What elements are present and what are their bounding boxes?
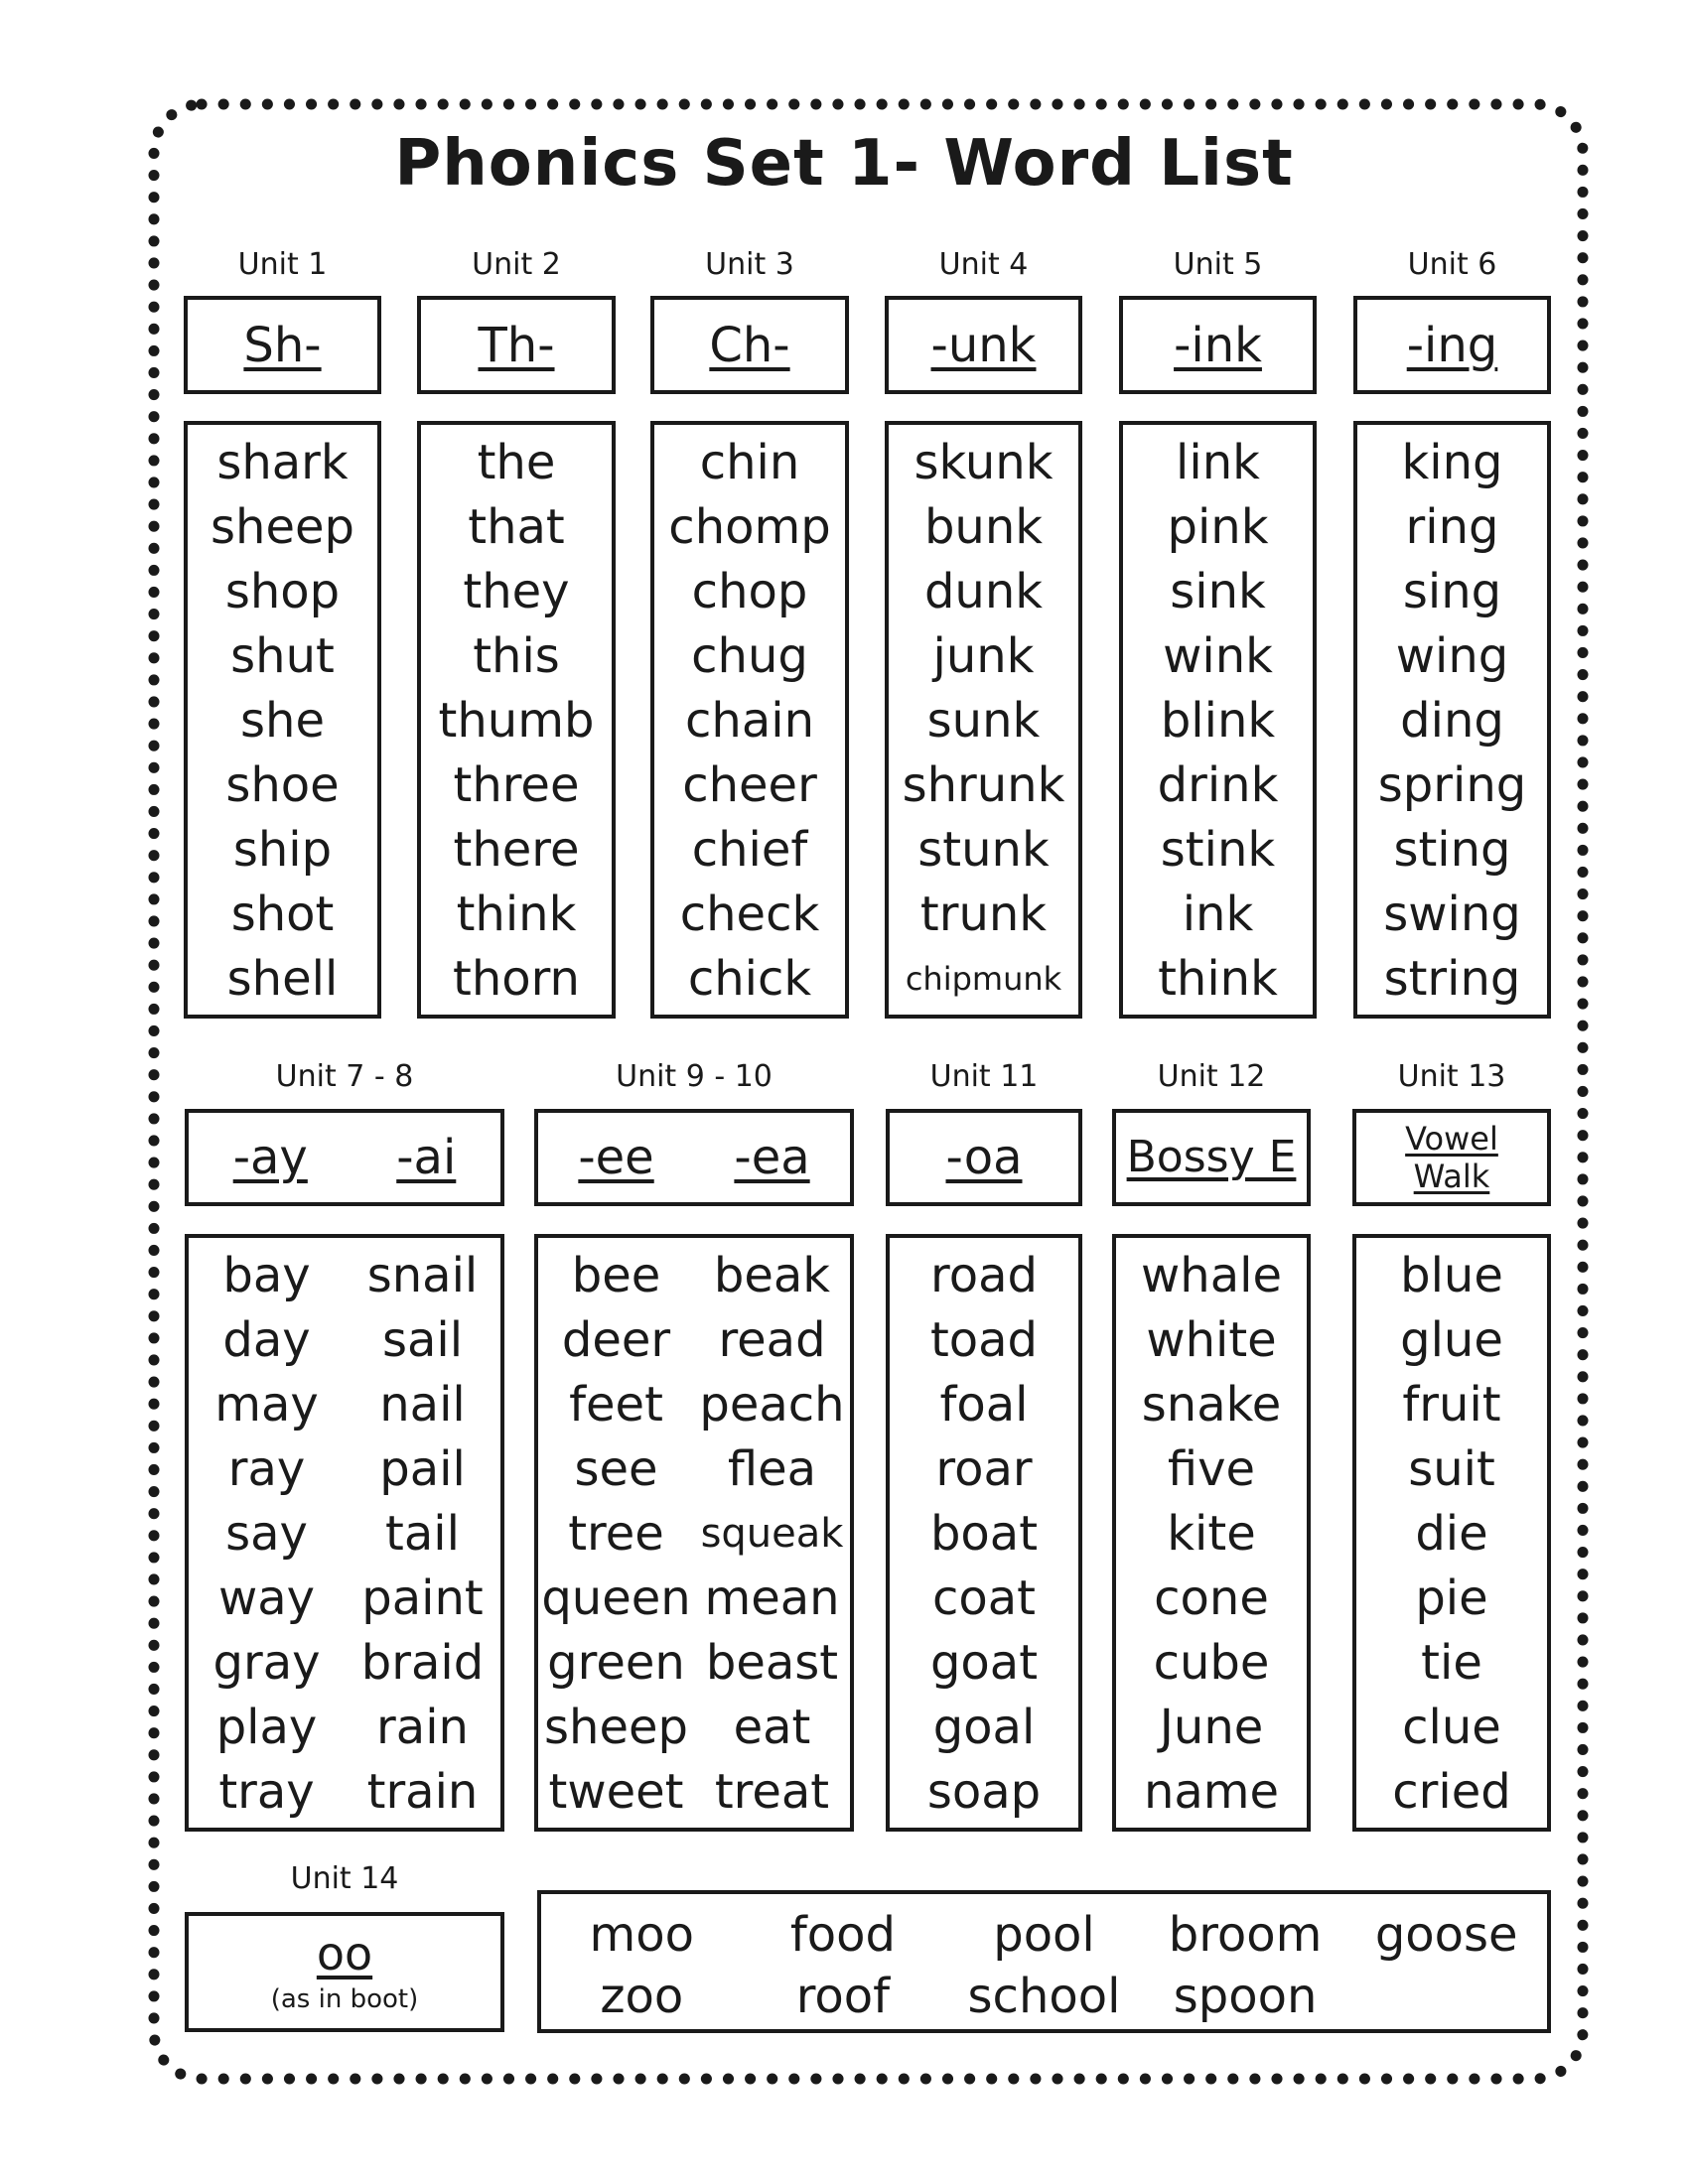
word: cube xyxy=(1153,1635,1270,1691)
unit-label: Unit 2 xyxy=(472,247,561,282)
word: ray xyxy=(227,1441,306,1497)
word: fruit xyxy=(1402,1377,1501,1433)
word: ink xyxy=(1182,887,1254,942)
word: sheep xyxy=(211,499,354,555)
word: squeak xyxy=(700,1511,844,1557)
word: green xyxy=(547,1635,685,1691)
word: beak xyxy=(713,1248,831,1303)
word-column xyxy=(694,1244,850,1825)
word: read xyxy=(718,1312,826,1368)
pattern-box xyxy=(1353,296,1551,394)
word: die xyxy=(1415,1506,1488,1562)
word: goose xyxy=(1374,1907,1518,1963)
unit-label: Unit 9 - 10 xyxy=(616,1059,773,1094)
word-list-box xyxy=(1352,1234,1551,1832)
word: queen xyxy=(541,1570,691,1626)
word: tail xyxy=(385,1506,460,1562)
word: shot xyxy=(230,887,335,942)
word: toad xyxy=(929,1312,1039,1368)
pattern-box xyxy=(1352,1109,1551,1206)
word: they xyxy=(463,564,570,619)
word: chop xyxy=(691,564,808,619)
word-column xyxy=(654,431,845,1012)
word: tree xyxy=(568,1506,664,1562)
pattern-text: Walk xyxy=(1413,1158,1490,1195)
pattern-box xyxy=(1119,296,1317,394)
word: sheep xyxy=(544,1700,688,1755)
pattern-text: -ing xyxy=(1406,317,1498,373)
word: sink xyxy=(1170,564,1266,619)
word: white xyxy=(1146,1312,1277,1368)
word: kite xyxy=(1167,1506,1256,1562)
word: clue xyxy=(1402,1700,1501,1755)
word: glue xyxy=(1400,1312,1503,1368)
word: the xyxy=(477,435,556,490)
word: trunk xyxy=(919,887,1048,942)
pattern-box xyxy=(417,296,616,394)
word: braid xyxy=(360,1635,485,1691)
unit-label: Unit 11 xyxy=(929,1059,1039,1094)
word-column xyxy=(889,431,1078,1012)
word: June xyxy=(1159,1700,1264,1755)
word: snake xyxy=(1141,1377,1282,1433)
word: eat xyxy=(733,1700,811,1755)
word: snail xyxy=(366,1248,479,1303)
word: chug xyxy=(691,628,808,684)
pattern-text: -unk xyxy=(930,317,1037,373)
word: this xyxy=(473,628,560,684)
word-list-box xyxy=(1119,421,1317,1019)
word: tray xyxy=(218,1764,315,1820)
word: ding xyxy=(1400,693,1504,749)
word: bay xyxy=(222,1248,311,1303)
word: shoe xyxy=(225,757,340,813)
word: train xyxy=(366,1764,479,1820)
word: flea xyxy=(727,1441,817,1497)
word: mean xyxy=(704,1570,840,1626)
word: three xyxy=(453,757,580,813)
two-column-list xyxy=(538,1244,850,1825)
word: chick xyxy=(687,951,812,1007)
pattern-box xyxy=(534,1109,854,1206)
pattern-text: Vowel xyxy=(1405,1120,1498,1158)
word: chin xyxy=(699,435,800,490)
word: ring xyxy=(1405,499,1499,555)
pattern-stack xyxy=(1405,1120,1498,1195)
word-list-box xyxy=(537,1890,1551,2033)
pattern-box xyxy=(650,296,849,394)
pattern-text: -ee xyxy=(578,1130,654,1185)
word-list-box xyxy=(184,421,381,1019)
word: say xyxy=(225,1506,308,1562)
word-list-box xyxy=(886,1234,1082,1832)
pattern-box xyxy=(185,1912,504,2032)
word: blink xyxy=(1160,693,1276,749)
word: see xyxy=(574,1441,658,1497)
word-list-box xyxy=(417,421,616,1019)
word: blue xyxy=(1400,1248,1503,1303)
word-grid xyxy=(541,1900,1547,2027)
word: zoo xyxy=(600,1969,684,2024)
word: she xyxy=(240,693,325,749)
word: shell xyxy=(226,951,339,1007)
word-column xyxy=(1116,1244,1307,1825)
word: thumb xyxy=(438,693,595,749)
word: pie xyxy=(1415,1570,1488,1626)
unit-label: Unit 1 xyxy=(237,247,328,282)
word: ship xyxy=(232,822,333,878)
word: way xyxy=(217,1570,316,1626)
pattern-box xyxy=(185,1109,504,1206)
word: shark xyxy=(216,435,349,490)
word-column xyxy=(189,1244,345,1825)
word: play xyxy=(215,1700,318,1755)
word: there xyxy=(453,822,580,878)
word: name xyxy=(1143,1764,1280,1820)
word: rain xyxy=(376,1700,469,1755)
unit-label: Unit 12 xyxy=(1157,1059,1266,1094)
word: skunk xyxy=(914,435,1054,490)
two-column-list xyxy=(189,1244,500,1825)
word: swing xyxy=(1383,887,1521,942)
word-column xyxy=(345,1244,500,1825)
word: goal xyxy=(932,1700,1036,1755)
word: stink xyxy=(1160,822,1276,878)
pattern-text: -oa xyxy=(945,1130,1023,1185)
pattern-text: oo xyxy=(316,1926,373,1980)
word: bee xyxy=(571,1248,661,1303)
unit-label: Unit 13 xyxy=(1397,1059,1506,1094)
word-list-box xyxy=(185,1234,504,1832)
word: string xyxy=(1383,951,1521,1007)
word: sing xyxy=(1402,564,1502,619)
pattern-box xyxy=(1112,1109,1311,1206)
unit-label: Unit 7 - 8 xyxy=(275,1059,414,1094)
word: cone xyxy=(1154,1570,1269,1626)
word: beast xyxy=(705,1635,839,1691)
word: moo xyxy=(589,1907,695,1963)
word: chomp xyxy=(668,499,831,555)
word: wink xyxy=(1163,628,1273,684)
word: shop xyxy=(224,564,341,619)
pattern-box xyxy=(886,1109,1082,1206)
word: chief xyxy=(691,822,808,878)
word: shut xyxy=(230,628,335,684)
word: road xyxy=(930,1248,1038,1303)
word-column xyxy=(1123,431,1313,1012)
pattern-text: Ch- xyxy=(709,317,790,373)
word: roof xyxy=(795,1969,891,2024)
word-column xyxy=(188,431,377,1012)
word: thorn xyxy=(453,951,580,1007)
pattern-pair xyxy=(538,1130,850,1185)
word-column xyxy=(538,1244,694,1825)
word: pink xyxy=(1167,499,1269,555)
word: paint xyxy=(361,1570,484,1626)
word: pool xyxy=(993,1907,1095,1963)
unit-label: Unit 14 xyxy=(290,1861,399,1896)
word: treat xyxy=(714,1764,830,1820)
word: boat xyxy=(929,1506,1039,1562)
pattern-text: -ai xyxy=(396,1130,457,1185)
word-column xyxy=(1357,431,1547,1012)
word: soap xyxy=(926,1764,1042,1820)
word: broom xyxy=(1168,1907,1323,1963)
pattern-text: -ay xyxy=(232,1130,308,1185)
pattern-text: -ink xyxy=(1174,317,1262,373)
word: coat xyxy=(932,1570,1036,1626)
pattern-text: Bossy E xyxy=(1126,1132,1297,1182)
word-list-box xyxy=(534,1234,854,1832)
word-column xyxy=(1356,1244,1547,1825)
pattern-box xyxy=(184,296,381,394)
unit-label: Unit 3 xyxy=(705,247,794,282)
pattern-pair xyxy=(189,1130,500,1185)
page-title: Phonics Set 1- Word List xyxy=(394,127,1294,201)
word: king xyxy=(1401,435,1503,490)
unit-label: Unit 5 xyxy=(1173,247,1263,282)
word: that xyxy=(468,499,565,555)
word: bunk xyxy=(923,499,1044,555)
word-column xyxy=(421,431,612,1012)
word: think xyxy=(456,887,577,942)
word: whale xyxy=(1141,1248,1282,1303)
word: sting xyxy=(1393,822,1511,878)
word: think xyxy=(1158,951,1278,1007)
word: feet xyxy=(569,1377,663,1433)
word-list-box xyxy=(1112,1234,1311,1832)
word: drink xyxy=(1157,757,1279,813)
word-column xyxy=(890,1244,1078,1825)
unit-label: Unit 4 xyxy=(938,247,1029,282)
word-list-box xyxy=(1353,421,1551,1019)
word: tie xyxy=(1421,1635,1482,1691)
word: stunk xyxy=(917,822,1050,878)
word: nail xyxy=(379,1377,466,1433)
word: sail xyxy=(381,1312,464,1368)
word: deer xyxy=(561,1312,671,1368)
word: cried xyxy=(1392,1764,1511,1820)
word: shrunk xyxy=(902,757,1065,813)
pattern-text: Sh- xyxy=(243,317,322,373)
word: tweet xyxy=(548,1764,684,1820)
word: chain xyxy=(685,693,814,749)
word: food xyxy=(789,1907,896,1963)
word: chipmunk xyxy=(905,960,1062,998)
word: gray xyxy=(212,1635,321,1691)
word: spring xyxy=(1377,757,1527,813)
pattern-text: Th- xyxy=(478,317,555,373)
word: day xyxy=(222,1312,311,1368)
word: wing xyxy=(1395,628,1509,684)
word: junk xyxy=(932,628,1035,684)
unit-label: Unit 6 xyxy=(1407,247,1497,282)
word: may xyxy=(214,1377,319,1433)
pattern-box xyxy=(885,296,1082,394)
word: roar xyxy=(935,1441,1033,1497)
word: dunk xyxy=(923,564,1044,619)
word: foal xyxy=(939,1377,1029,1433)
word: spoon xyxy=(1173,1969,1318,2024)
word: school xyxy=(967,1969,1121,2024)
word: sunk xyxy=(926,693,1041,749)
word: suit xyxy=(1408,1441,1495,1497)
word-list-box xyxy=(650,421,849,1019)
word: peach xyxy=(699,1377,845,1433)
word: goat xyxy=(929,1635,1039,1691)
pattern-note: (as in boot) xyxy=(270,1983,419,2014)
word-list-box xyxy=(885,421,1082,1019)
pattern-text: -ea xyxy=(734,1130,810,1185)
word: check xyxy=(679,887,820,942)
word: five xyxy=(1167,1441,1256,1497)
word: cheer xyxy=(682,757,817,813)
word: link xyxy=(1176,435,1260,490)
word: pail xyxy=(379,1441,466,1497)
